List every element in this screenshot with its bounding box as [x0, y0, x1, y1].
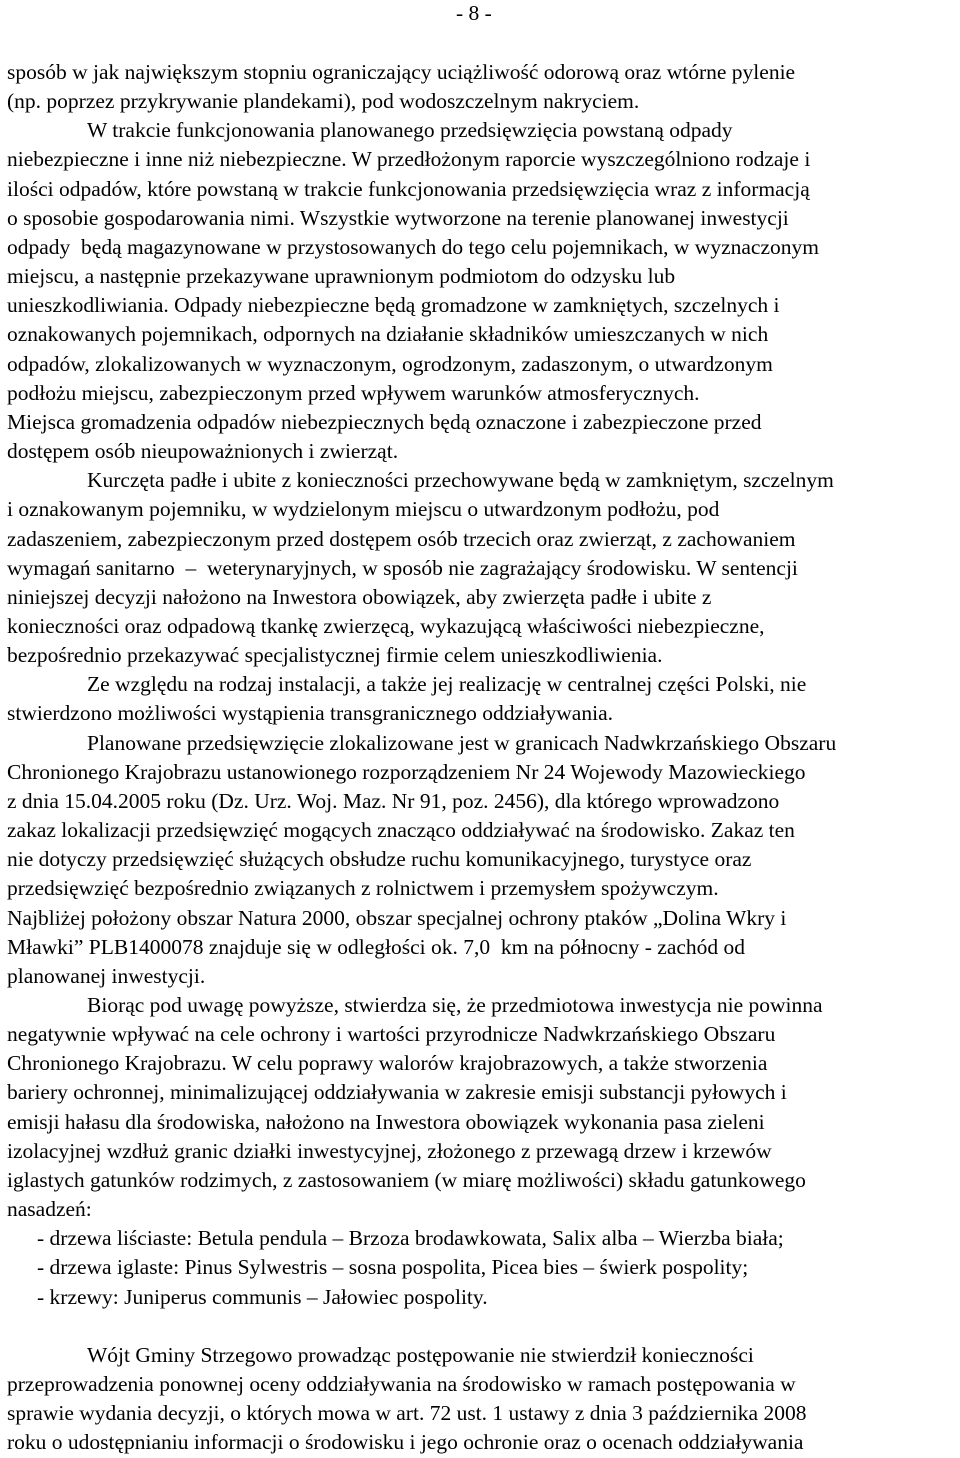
text-line: stwierdzono możliwości wystąpienia transgranicznego oddziaływania.: [7, 701, 613, 726]
text-line: zadaszeniem, zabezpieczonym przed dostępem osób trzecich oraz zwierząt, z zachowaniem: [7, 526, 796, 551]
paragraph-first-line: Wójt Gminy Strzegowo prowadząc postępowanie nie stwierdził konieczności: [87, 1342, 754, 1367]
text-line: (np. poprzez przykrywanie plandekami), pod wodoszczelnym nakryciem.: [7, 89, 640, 114]
text-line: izolacyjnej wzdłuż granic działki inwestycyjnej, złożonego z przewagą drzew i krzewów: [7, 1138, 772, 1163]
paragraph-first-line: Ze względu na rodzaj instalacji, a także jej realizację w centralnej części Polski, nie: [87, 672, 807, 697]
text-line: emisji hałasu dla środowiska, nałożono na Inwestora obowiązek wykonania pasa zieleni: [7, 1109, 765, 1134]
text-line: niebezpieczne i inne niż niebezpieczne. W przedłożonym raporcie wyszczególniono rodzaje i: [7, 147, 811, 172]
text-line: sprawie wydania decyzji, o których mowa w art. 72 ust. 1 ustawy z dnia 3 października 2008: [7, 1401, 807, 1426]
paragraph-first-line: Planowane przedsięwzięcie zlokalizowane jest w granicach Nadwkrzańskiego Obszaru: [87, 730, 837, 755]
text-line: Najbliżej położony obszar Natura 2000, obszar specjalnej ochrony ptaków „Dolina Wkry i: [7, 905, 787, 930]
paragraph-first-line: W trakcie funkcjonowania planowanego przedsięwzięcia powstaną odpady: [87, 118, 733, 143]
text-line: Chronionego Krajobrazu. W celu poprawy walorów krajobrazowych, a także stworzenia: [7, 1051, 768, 1076]
list-item: - krzewy: Juniperus communis – Jałowiec pospolity.: [37, 1284, 488, 1309]
paragraph-first-line: Kurczęta padłe i ubite z konieczności przechowywane będą w zamkniętym, szczelnym: [87, 468, 834, 493]
text-line: nie dotyczy przedsięwzięć służących obsłudze ruchu komunikacyjnego, turystyce oraz: [7, 847, 752, 872]
text-line: odpady będą magazynowane w przystosowanych do tego celu pojemnikach, w wyznaczonym: [7, 234, 819, 259]
text-line: Chronionego Krajobrazu ustanowionego rozporządzeniem Nr 24 Wojewody Mazowieckiego: [7, 759, 806, 784]
text-line: niniejszej decyzji nałożono na Inwestora obowiązek, aby zwierzęta padłe i ubite z: [7, 584, 712, 609]
text-line: odpadów, zlokalizowanych w wyznaczonym, ogrodzonym, zadaszonym, o utwardzonym: [7, 351, 773, 376]
text-line: unieszkodliwiania. Odpady niebezpieczne będą gromadzone w zamkniętych, szczelnych i: [7, 293, 780, 318]
list-item: - drzewa iglaste: Pinus Sylwestris – sosna pospolita, Picea bies – świerk pospolity;: [37, 1255, 749, 1280]
text-line: roku o udostępnianiu informacji o środowisku i jego ochronie oraz o ocenach oddziaływania: [7, 1430, 804, 1455]
text-line: nasadzeń:: [7, 1197, 92, 1222]
text-line: negatywnie wpływać na cele ochrony i wartości przyrodnicze Nadwkrzańskiego Obszaru: [7, 1022, 776, 1047]
text-line: i oznakowanym pojemniku, w wydzielonym miejscu o utwardzonym podłożu, pod: [7, 497, 720, 522]
text-line: zakaz lokalizacji przedsięwzięć mogących znacząco oddziaływać na środowisko. Zakaz ten: [7, 818, 795, 843]
text-line: planowanej inwestycji.: [7, 963, 206, 988]
text-line: oznakowanych pojemnikach, odpornych na działanie składników umieszczanych w nich: [7, 322, 769, 347]
page-number: - 8 -: [456, 1, 492, 25]
text-line: konieczności oraz odpadową tkankę zwierzęcą, wykazującą właściwości niebezpieczne,: [7, 613, 765, 638]
text-line: dostępem osób nieupoważnionych i zwierząt.: [7, 439, 399, 464]
text-line: iglastych gatunków rodzimych, z zastosowaniem (w miarę możliwości) składu gatunkowego: [7, 1167, 806, 1192]
text-line: podłożu miejscu, zabezpieczonym przed wpływem warunków atmosferycznych.: [7, 380, 700, 405]
text-line: przedsięwzięć bezpośrednio związanych z rolnictwem i przemysłem spożywczym.: [7, 876, 719, 901]
text-line: ilości odpadów, które powstaną w trakcie funkcjonowania przedsięwzięcia wraz z informacją: [7, 176, 810, 201]
text-line: bezpośrednio przekazywać specjalistycznej firmie celem unieszkodliwienia.: [7, 643, 663, 668]
text-line: Mławki” PLB1400078 znajduje się w odległości ok. 7,0 km na północny - zachód od: [7, 934, 746, 959]
text-line: miejscu, a następnie przekazywane uprawnionym podmiotom do odzysku lub: [7, 264, 676, 289]
text-line: z dnia 15.04.2005 roku (Dz. Urz. Woj. Maz. Nr 91, poz. 2456), dla którego wprowadzono: [7, 788, 780, 813]
text-line: sposób w jak największym stopniu ograniczający uciążliwość odorową oraz wtórne pylenie: [7, 60, 796, 84]
blank-line: [7, 1312, 957, 1341]
list-item: - drzewa liściaste: Betula pendula – Brzoza brodawkowata, Salix alba – Wierzba biała;: [37, 1226, 784, 1251]
text-line: bariery ochronnej, minimalizującej oddziaływania w zakresie emisji substancji pyłowych i: [7, 1080, 787, 1105]
paragraph-first-line: Biorąc pod uwagę powyższe, stwierdza się, że przedmiotowa inwestycja nie powinna: [87, 993, 823, 1017]
body-text: [7, 58, 957, 1458]
text-line: Miejsca gromadzenia odpadów niebezpiecznych będą oznaczone i zabezpieczone przed: [7, 409, 762, 434]
text-line: przeprowadzenia ponownej oceny oddziaływania na środowisko w ramach postępowania w: [7, 1372, 796, 1397]
text-line: wymagań sanitarno – weterynaryjnych, w sposób nie zagrażający środowisku. W sentencji: [7, 555, 798, 580]
text-line: o sposobie gospodarowania nimi. Wszystkie wytworzone na terenie planowanej inwestycji: [7, 205, 789, 230]
